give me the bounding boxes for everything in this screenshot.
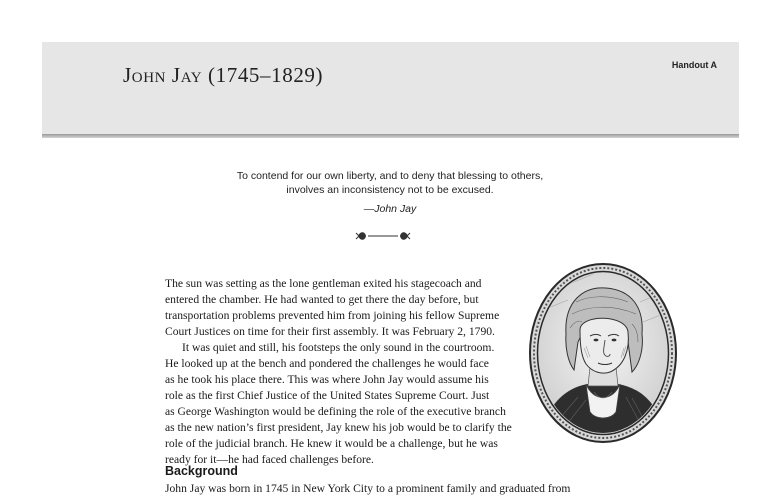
ornament-divider-icon [355,230,411,242]
paragraph-2-line: as George Washington would be defining the role of the executive branch [165,405,506,418]
epigraph-attribution: —John Jay [363,203,417,215]
paragraph-2-line: ready for it—he had faced challenges before. [165,453,374,466]
paragraph-2-line: role as the first Chief Justice of the United States Supreme Court. Just [165,389,490,402]
paragraph-2-line: as he took his place there. This was where John Jay would assume his [165,373,489,386]
epigraph-quote [150,169,630,197]
paragraph-2-first-line-text: It was quiet and still, his footsteps the only sound in the courtroom. [182,341,495,354]
epigraph-line-1: To contend for our own liberty, and to deny that blessing to others, [236,170,544,182]
paragraph-2-line: as the new nation’s first president, Jay knew his job would be to clarify the [165,421,512,434]
epigraph-line-2: involves an inconsistency not to be excused. [286,184,494,196]
background-first-line: John Jay was born in 1745 in New York City to a prominent family and graduated from [165,482,571,495]
paragraph-2-line: He looked up at the bench and pondered the challenges he would face [165,357,489,370]
paragraph-1-line: Court Justices on time for their first assembly. It was February 2, 1790. [165,325,495,338]
header-divider [42,134,739,138]
header-band [42,42,739,135]
portrait-image [528,262,678,444]
page-title: John Jay (1745–1829) [123,63,324,87]
section-heading-background: Background [165,464,238,478]
paragraph-1-line: transportation problems prevented him from joining his fellow Supreme [165,309,500,322]
paragraph-1-line: The sun was setting as the lone gentleman exited his stagecoach and [165,277,482,290]
paragraph-1-line: entered the chamber. He had wanted to get there the day before, but [165,293,479,306]
handout-label: Handout A [671,60,717,70]
paragraph-2-line: role of the judicial branch. He knew it would be a challenge, but he was [165,437,498,450]
